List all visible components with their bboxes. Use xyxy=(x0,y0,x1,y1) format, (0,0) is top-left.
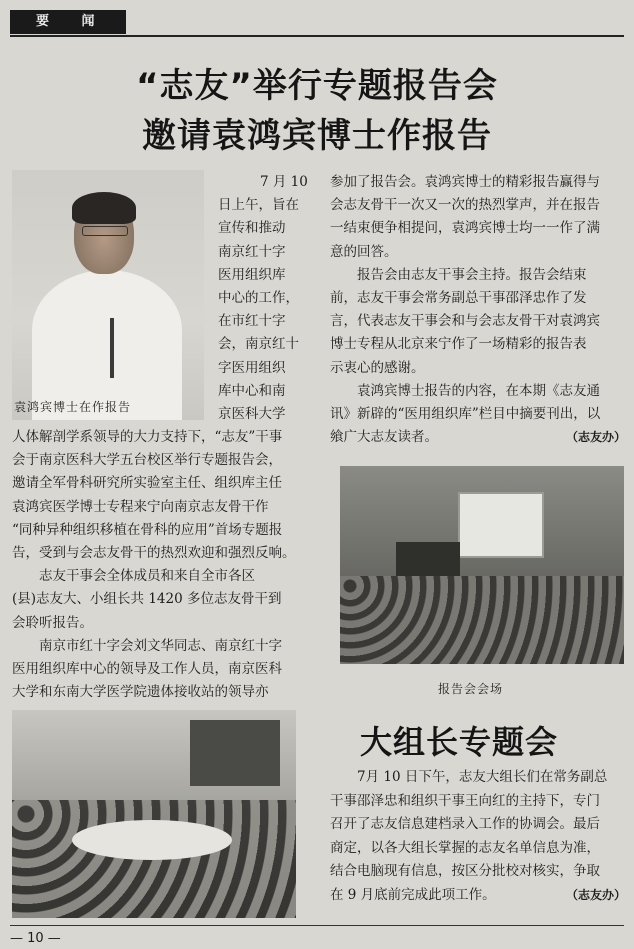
article1-narrow-line: 宣传和推动 xyxy=(218,220,286,237)
article1-narrow-line: 南京红十字 xyxy=(218,243,286,260)
article1-line: 告，受到与会志友骨干的热烈欢迎和强烈反响。 xyxy=(12,545,296,562)
article1-line: 飨广大志友读者。 xyxy=(330,429,438,446)
article1-right-column xyxy=(330,171,626,449)
article1-line: 会聆听报告。 xyxy=(12,614,93,631)
article2-credit: （志友办） xyxy=(565,887,626,902)
article1-line: 讯》新辟的“医用组织库”栏目中摘要刊出，以 xyxy=(330,406,601,423)
article1-line: 医用组织库中心的领导及工作人员，南京医科 xyxy=(12,661,282,678)
article1-line: 南京市红十字会刘文华同志、南京红十字 xyxy=(39,637,282,654)
article1-line: 一结束便争相提问，袁鸿宾博士均一一作了满 xyxy=(330,220,600,237)
article1-line: 示衷心的感谢。 xyxy=(330,359,425,376)
meeting-table xyxy=(72,820,232,860)
article1-line: 会志友骨干一次又一次的热烈掌声，并在报告 xyxy=(330,197,600,214)
bottom-divider xyxy=(10,925,624,926)
blackboard xyxy=(396,542,460,578)
article1-line: 邀请全军骨科研究所实验室主任、组织库主任 xyxy=(12,475,282,492)
article2-line: 结合电脑现有信息，按区分批校对核实，争取 xyxy=(330,863,600,880)
article1-narrow-line: 日上午，旨在 xyxy=(218,197,299,214)
article1-left-column xyxy=(12,426,320,704)
article1-narrow-line: 京医科大学 xyxy=(218,406,286,423)
article1-line: 报告会由志友干事会主持。报告会结束 xyxy=(357,266,587,283)
article1-line: 参加了报告会。袁鸿宾博士的精彩报告赢得与 xyxy=(330,174,600,190)
article1-narrow-line: 7 月 10 xyxy=(260,174,308,190)
headline-line-2: 邀请袁鸿宾博士作报告 xyxy=(142,116,492,156)
speaker-glasses xyxy=(82,226,128,236)
article1-narrow-line: 在市红十字 xyxy=(218,313,286,330)
article1-narrow-line: 中心的工作， xyxy=(218,290,299,307)
article1-line: 意的回答。 xyxy=(330,243,398,260)
meeting-photo xyxy=(12,710,296,918)
article1-line: 大学和东南大学医学院遗体接收站的领导亦 xyxy=(12,684,269,701)
article1-last-line xyxy=(330,426,626,449)
article1-line: 袁鸿宾博士报告的内容，在本期《志友通 xyxy=(357,382,600,399)
article2-title: 大组长专题会 xyxy=(360,723,559,761)
article1-line: 人体解剖学系领导的大力支持下，“志友”干事 xyxy=(12,429,283,445)
article1-narrow-line: 会，南京红十 xyxy=(218,336,299,353)
article1-line: 言，代表志友干事会和与会志友骨干对袁鸿宾 xyxy=(330,313,600,330)
article1-credit: （志友办） xyxy=(565,430,626,445)
article1-line: 志友干事会全体成员和来自全市各区 xyxy=(39,568,255,585)
audience xyxy=(340,576,624,664)
article2-body xyxy=(330,766,626,908)
article2-line: 干事邵泽忠和组织干事王向红的主持下，专门 xyxy=(330,792,600,809)
venue-photo xyxy=(340,466,624,664)
top-divider xyxy=(10,35,624,37)
article2-line: 召开了志友信息建档录入工作的协调会。最后 xyxy=(330,816,600,833)
speaker-hair xyxy=(72,192,136,224)
venue-caption: 报告会会场 xyxy=(438,682,504,696)
article2-line: 7月 10 日下午，志友大组长们在常务副总 xyxy=(357,769,608,785)
section-tag: 要 闻 xyxy=(10,10,126,34)
microphone xyxy=(110,318,114,378)
article2-line: 商定，以各大组长掌握的志友名单信息为准， xyxy=(330,839,600,856)
headline-line-1: “志友”举行专题报告会 xyxy=(136,66,498,106)
article2-last-line xyxy=(330,884,626,908)
article1-line: 会于南京医科大学五台校区举行专题报告会， xyxy=(12,452,282,469)
article1-narrow-column xyxy=(218,171,322,426)
portrait-caption: 袁鸿宾博士在作报告 xyxy=(14,400,132,414)
article1-line: “同种异种组织移植在骨科的应用”首场专题报 xyxy=(12,521,283,538)
article1-line: (县)志友大、小组长共 1420 多位志友骨干到 xyxy=(12,591,282,608)
article1-line: 前，志友干事会常务副总干事邵泽忠作了发 xyxy=(330,290,587,307)
article1-narrow-line: 字医用组织 xyxy=(218,359,286,376)
article1-line: 博士专程从北京来宁作了一场精彩的报告表 xyxy=(330,336,587,353)
article1-narrow-line: 库中心和南 xyxy=(218,382,286,399)
window xyxy=(190,720,280,786)
article1-narrow-line: 医用组织库 xyxy=(218,266,286,283)
projection-screen xyxy=(458,492,544,558)
page-number: — 10 — xyxy=(10,931,61,946)
article2-line: 在 9 月底前完成此项工作。 xyxy=(330,886,496,903)
article1-line: 袁鸿宾医学博士专程来宁向南京志友骨干作 xyxy=(12,498,269,515)
speaker-portrait-photo xyxy=(12,170,204,420)
